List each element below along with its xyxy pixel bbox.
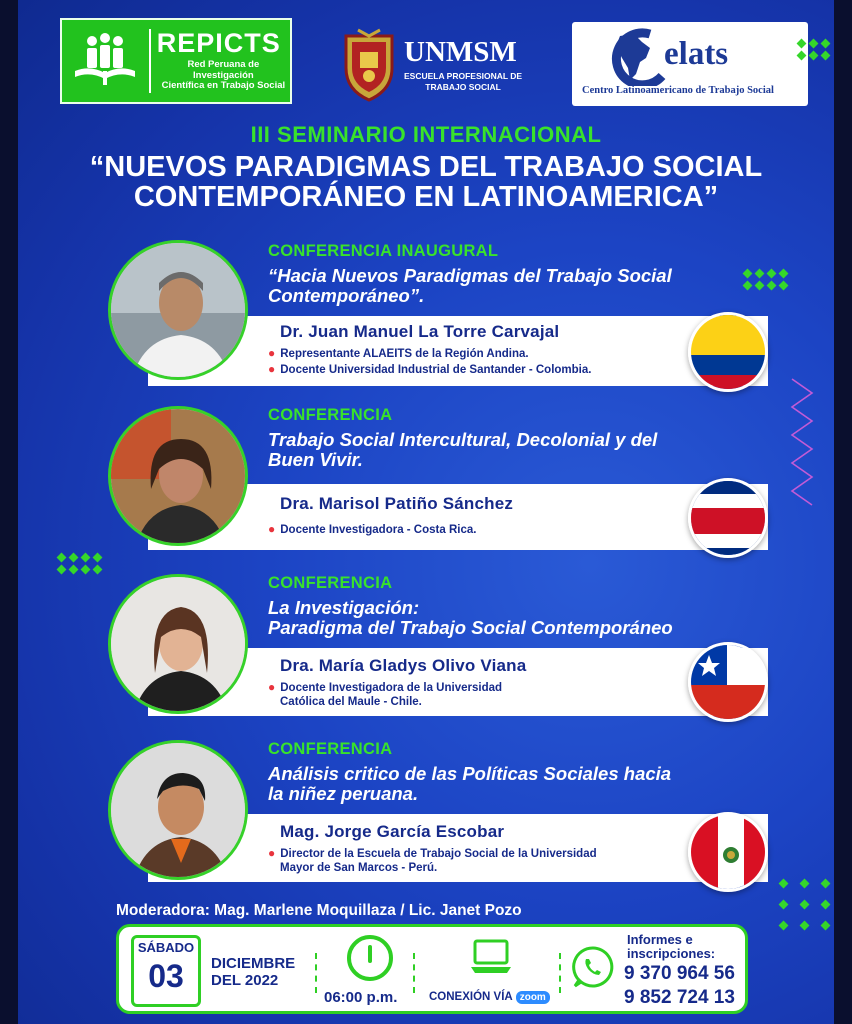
- divider: [315, 953, 317, 993]
- bullet-icon: ●: [268, 346, 276, 360]
- decorative-dots-icon: [798, 40, 829, 59]
- conference-card: [18, 404, 834, 554]
- unmsm-title: UNMSM: [404, 36, 517, 69]
- clock-icon: [347, 935, 393, 981]
- speaker-roles: [268, 522, 476, 538]
- speaker-name: Dra. María Gladys Olivo Viana: [280, 656, 527, 675]
- unmsm-subtitle-line: ESCUELA PROFESIONAL DE: [404, 71, 523, 82]
- event-title-line: “NUEVOS PARADIGMAS DEL TRABAJO SOCIAL: [89, 151, 763, 183]
- role-text: Docente Investigadora de la Universidad: [280, 682, 503, 694]
- celats-subtitle: Centro Latinoamericano de Trabajo Social: [582, 85, 774, 96]
- speaker-photo: [108, 740, 248, 880]
- role-text: Mayor de San Marcos - Perú.: [280, 861, 438, 874]
- unmsm-logo: [340, 28, 522, 102]
- speaker-roles: [268, 346, 591, 378]
- celats-title: elats: [664, 36, 729, 72]
- repicts-subtitle-line: Red Peruana de Investigación: [187, 58, 260, 81]
- speaker-photo: [108, 406, 248, 546]
- topic-line: Análisis critico de las Políticas Sociales hacia: [268, 763, 672, 784]
- topic-line: Trabajo Social Intercultural, Decolonial y del: [268, 429, 658, 450]
- event-type: III SEMINARIO INTERNACIONAL: [250, 122, 602, 147]
- divider: [559, 953, 561, 993]
- topic-line: Paradigma del Trabajo Social Contemporáneo: [268, 617, 673, 639]
- repicts-title: REPICTS: [156, 27, 281, 58]
- conference-topic: [268, 430, 788, 471]
- phone-number[interactable]: 9 370 964 56: [624, 963, 735, 984]
- conference-label: CONFERENCIA INAUGURAL: [268, 242, 499, 260]
- role-text: Docente Universidad Industrial de Santander - Colombia.: [280, 363, 592, 376]
- conference-card: [18, 738, 834, 888]
- speaker-role: [268, 680, 502, 696]
- speaker-roles: [268, 680, 502, 710]
- repicts-logo: [60, 18, 292, 104]
- speaker-role: [268, 346, 591, 362]
- unmsm-text: [404, 38, 522, 91]
- bullet-icon: ●: [268, 522, 276, 536]
- conference-topic: [268, 266, 788, 307]
- speaker-role: [268, 522, 476, 538]
- peru-flag-icon: [688, 812, 768, 892]
- speaker-photo: [108, 240, 248, 380]
- speaker-role: [268, 362, 591, 378]
- contact-label-line: inscripciones:: [627, 945, 716, 961]
- month-line: DEL 2022: [211, 972, 279, 990]
- unmsm-subtitle-line: TRABAJO SOCIAL: [425, 81, 501, 92]
- poster: [18, 0, 834, 1024]
- speaker-photo: [108, 574, 248, 714]
- whatsapp-icon: [571, 945, 615, 989]
- celats-logo: [572, 22, 808, 106]
- role-text: Director de la Escuela de Trabajo Social de la Universidad: [280, 848, 597, 860]
- role-text: Católica del Maule - Chile.: [280, 695, 422, 708]
- repicts-subtitle: [157, 60, 290, 93]
- conference-label: CONFERENCIA: [268, 406, 393, 424]
- chile-flag-icon: [688, 642, 768, 722]
- weekday: SÁBADO: [137, 940, 195, 955]
- costa-rica-flag-icon: [688, 478, 768, 558]
- event-time: 06:00 p.m.: [324, 989, 398, 1006]
- conference-card: [18, 240, 834, 390]
- speaker-name: Dra. Marisol Patiño Sánchez: [280, 494, 514, 513]
- topic-line: Contemporáneo”.: [268, 285, 425, 307]
- bullet-icon: ●: [268, 361, 276, 376]
- month-year: [211, 955, 295, 990]
- event-title-line: CONTEMPORÁNEO EN LATINOAMERICA”: [133, 181, 719, 214]
- topic-line: “Hacia Nuevos Paradigmas del Trabajo Social: [268, 265, 672, 286]
- topic-line: la niñez peruana.: [268, 783, 419, 805]
- conference-topic: [268, 598, 788, 639]
- conference-label: CONFERENCIA: [268, 740, 393, 758]
- event-title: [18, 152, 834, 213]
- divider: [413, 953, 415, 993]
- role-text: Representante ALAEITS de la Región Andina.: [280, 348, 529, 360]
- speaker-role: [268, 696, 502, 710]
- repicts-emblem-icon: [62, 20, 149, 102]
- speaker-name: Mag. Jorge García Escobar: [280, 822, 505, 841]
- repicts-subtitle-line: Científica en Trabajo Social: [161, 80, 286, 92]
- role-text: Docente Investigadora - Costa Rica.: [280, 524, 477, 536]
- latin-america-map-icon: [600, 28, 674, 86]
- bullet-icon: ●: [268, 680, 276, 694]
- connection-info: [429, 991, 550, 1004]
- speaker-role: [268, 846, 597, 862]
- unmsm-subtitle: [404, 71, 522, 91]
- event-info-box: [116, 924, 748, 1014]
- zoom-logo: zoom: [516, 991, 550, 1004]
- speaker-role: [268, 862, 597, 876]
- day-number: 03: [148, 958, 184, 994]
- topic-line: Buen Vivir.: [268, 449, 363, 471]
- connection-label: CONEXIÓN VÍA: [429, 991, 513, 1003]
- phone-number[interactable]: 9 852 724 13: [624, 987, 735, 1008]
- moderator-text: Moderadora: Mag. Marlene Moquillaza / Lic. Janet Pozo: [116, 902, 522, 919]
- speaker-roles: [268, 846, 597, 876]
- colombia-flag-icon: [688, 312, 768, 392]
- repicts-text: [149, 29, 290, 93]
- conference-topic: [268, 764, 788, 805]
- bullet-icon: ●: [268, 846, 276, 860]
- calendar-icon: [131, 935, 201, 1007]
- contact-label-line: Informes e: [627, 932, 693, 947]
- laptop-icon: [469, 937, 513, 977]
- unmsm-shield-icon: [340, 28, 398, 102]
- month-line: DICIEMBRE: [211, 955, 296, 972]
- conference-card: [18, 572, 834, 722]
- contact-label: [627, 933, 715, 960]
- conference-label: CONFERENCIA: [268, 574, 393, 592]
- speaker-name: Dr. Juan Manuel La Torre Carvajal: [280, 322, 560, 341]
- decorative-dots-icon: [58, 554, 101, 573]
- topic-line: La Investigación:: [268, 597, 420, 618]
